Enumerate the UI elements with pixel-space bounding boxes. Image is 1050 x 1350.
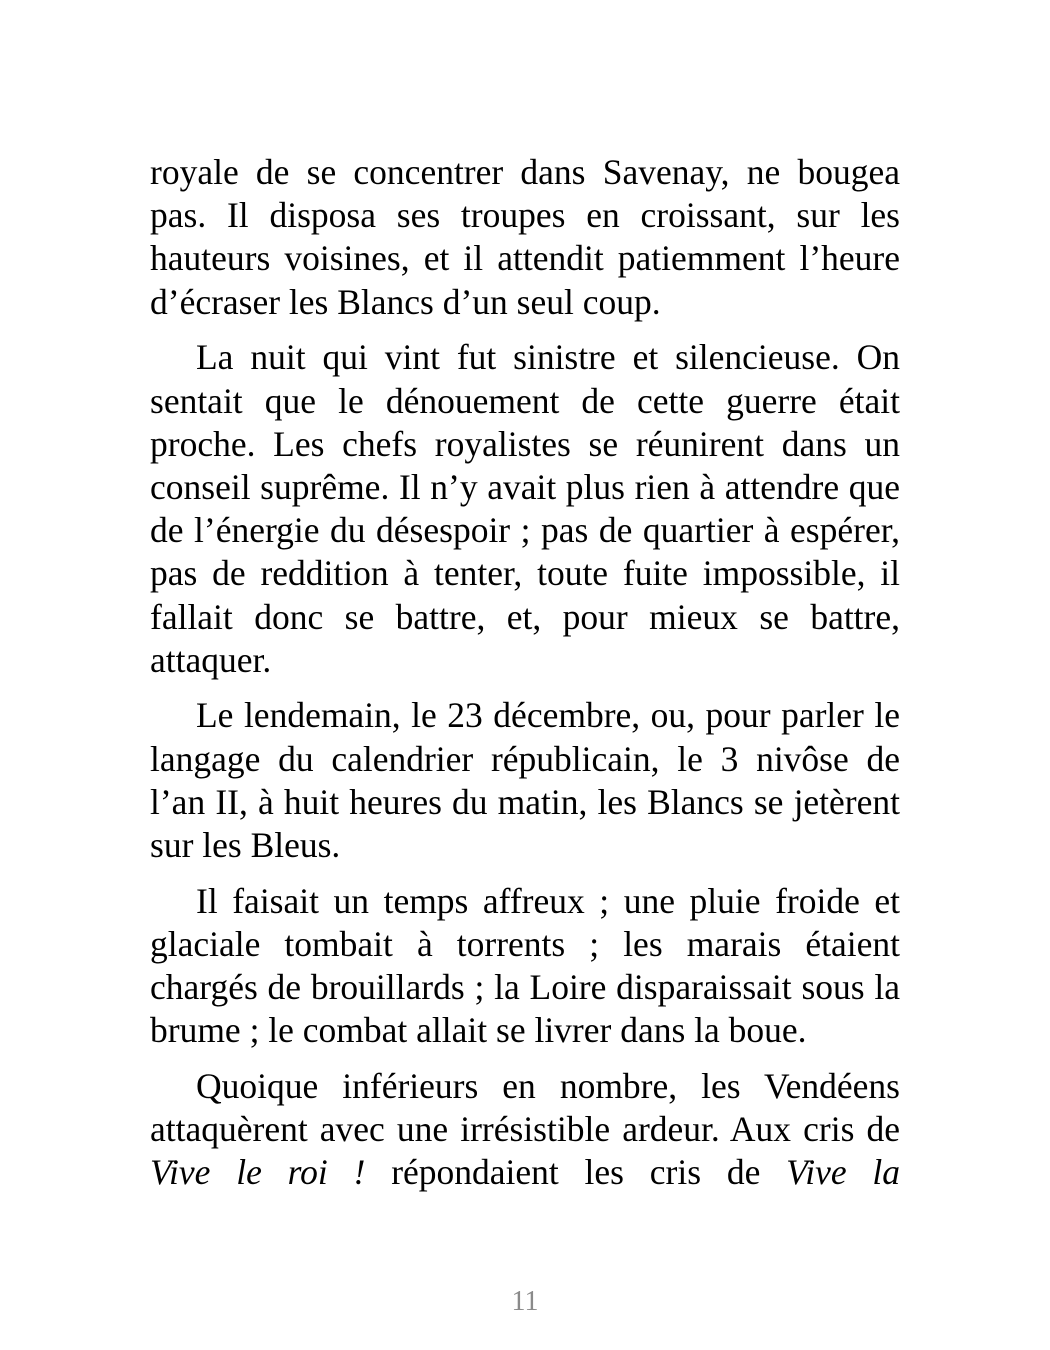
body-text bbox=[150, 151, 900, 1195]
paragraph-2: La nuit qui vint fut sinistre et silencieuse. On sentait que le dénouement de cette guerre était proche. Les chefs royalistes se réunirent dans un conseil suprême. Il n’y avait plus rien à attendre que de l’énergie du désespoir ; pas de quartier à espérer, pas de reddition à tenter, toute fuite impossible, il fallait donc se battre, et, pour mieux se battre, attaquer. bbox=[150, 337, 900, 680]
paragraph-5-italic-vive-le-roi: Vive le roi ! bbox=[150, 1152, 366, 1193]
paragraph-1: royale de se concentrer dans Savenay, ne bougea pas. Il disposa ses troupes en croissant, sur les hauteurs voisines, et il attendit patiemment l’heure d’écraser les Blancs d’un seul coup. bbox=[150, 152, 900, 322]
paragraph-5-segment-3: répondaient les cris de bbox=[365, 1152, 787, 1193]
paragraph-4: Il faisait un temps affreux ; une pluie froide et glaciale tombait à torrents ; les marais étaient chargés de brouillards ; la Loire disparaissait sous la brume ; le combat allait se livrer dans la boue. bbox=[150, 880, 900, 1051]
paragraph-5-segment-1: Quoique inférieurs en nombre, les Vendéens attaquèrent avec une irrésistible ardeur. Aux cris de bbox=[150, 1066, 900, 1150]
page-number: 11 bbox=[511, 1286, 539, 1317]
paragraph-5-italic-vive-la: Vive la bbox=[786, 1152, 901, 1193]
paragraph-3: Le lendemain, le 23 décembre, ou, pour parler le langage du calendrier républicain, le 3 nivôse de l’an II, à huit heures du matin, les Blancs se jetèrent sur les Bleus. bbox=[150, 695, 900, 866]
paragraph-5 bbox=[150, 1065, 900, 1195]
